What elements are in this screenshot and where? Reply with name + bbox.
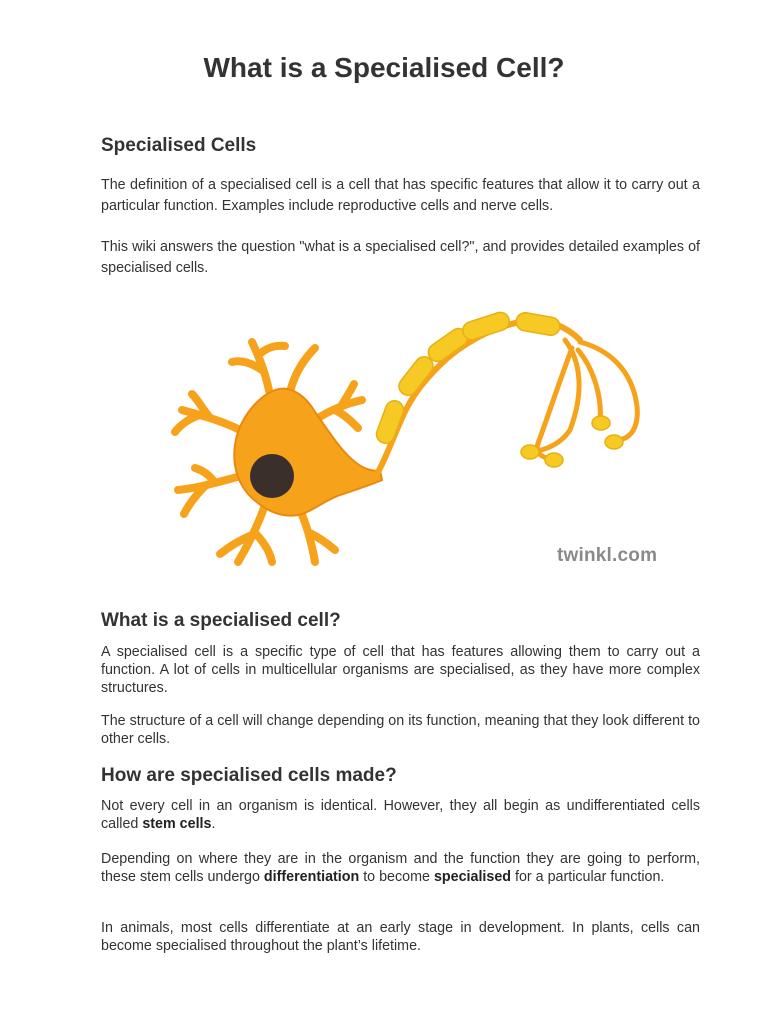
- section-heading-specialised-cells: Specialised Cells: [101, 135, 257, 156]
- nucleus: [250, 454, 294, 498]
- paragraph-wiki-intro: This wiki answers the question "what is a specialised cell?", and provides detailed examples of specialised cells.: [101, 239, 700, 276]
- twinkl-watermark: twinkl.com: [557, 545, 658, 566]
- term-stem-cells: stem cells: [142, 816, 212, 832]
- term-differentiation: differentiation: [263, 869, 360, 885]
- paragraph-definition: The definition of a specialised cell is a cell that has specific features that allow it to carry out a particular function. Examples include reproductive cells and nerve cells.: [101, 177, 700, 214]
- paragraph-what-is-2: The structure of a cell will change depending on its function, meaning that they look different to other cells.: [101, 713, 700, 747]
- section-heading-what-is: What is a specialised cell?: [101, 610, 341, 631]
- term-specialised: specialised: [433, 869, 512, 885]
- cell-body: [234, 389, 382, 516]
- page-title: What is a Specialised Cell?: [203, 52, 565, 83]
- myelin-sheath: [374, 310, 561, 446]
- paragraph-how-made-1: Not every cell in an organism is identical. However, they all begin as undifferentiated cells called stem cells.: [101, 798, 700, 832]
- paragraph-how-made-2: Depending on where they are in the organism and the function they are going to perform, these stem cells undergo differentiation to become specialised for a particular function.: [101, 851, 700, 885]
- section-heading-how-made: How are specialised cells made?: [101, 765, 397, 786]
- paragraph-what-is-1: A specialised cell is a specific type of cell that has features allowing them to carry out a function. A lot of cells in multicellular organisms are specialised, as they have more complex structures.: [101, 644, 700, 696]
- paragraph-how-made-3: In animals, most cells differentiate at an early stage in development. In plants, cells can become specialised throughout the plant’s lifetime.: [101, 920, 700, 954]
